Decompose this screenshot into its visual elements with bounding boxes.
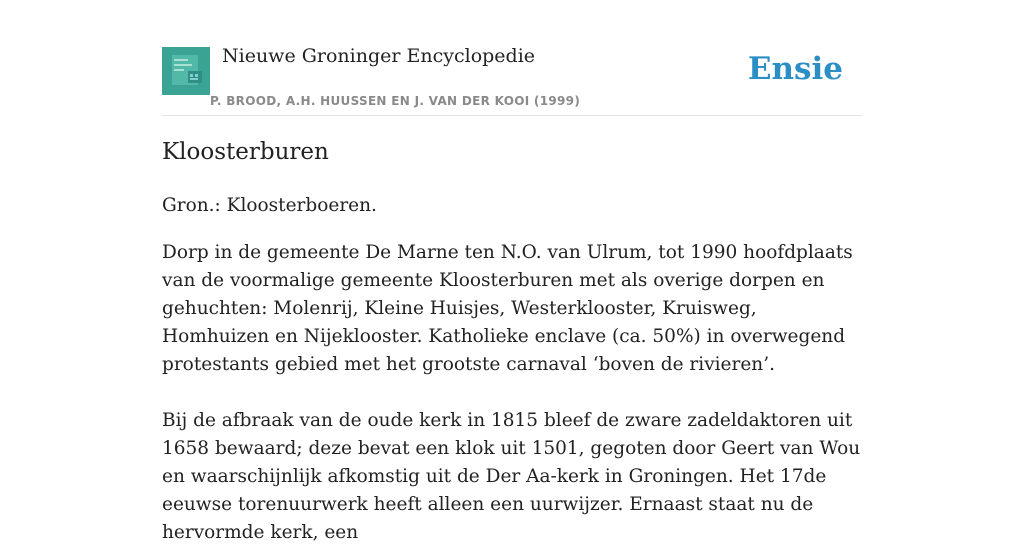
article-paragraph-1: Gron.: Kloosterboeren. — [162, 195, 377, 216]
article-paragraph-2: Dorp in de gemeente De Marne ten N.O. van Ulrum, tot 1990 hoofdplaats van de voormalige gemeente Kloosterburen met als overige dorpen en gehuchten: Molenrij, Kleine Huisjes, Westerklooster, Kruisweg, Homhuizen en Nijeklooster. Katholieke enclave (ca. 50%) in overwegend protestants gebied met het grootste carnaval ‘boven de rivieren’. — [162, 242, 853, 375]
ensie-logo-link[interactable]: Ensie — [747, 51, 843, 87]
source-authors: P. BROOD, A.H. HUUSSEN EN J. VAN DER KOOI (1999) — [210, 94, 581, 108]
book-cover-icon — [162, 47, 210, 95]
content-container — [162, 0, 862, 543]
source-cover-avatar[interactable] — [162, 47, 210, 95]
article-paragraph-3: Bij de afbraak van de oude kerk in 1815 bleef de zware zadeldaktoren uit 1658 bewaard; deze bevat een klok uit 1501, gegoten door Geert van Wou en waarschijnlijk afkomstig uit de Der Aa-kerk in Groningen. Het 17de eeuwse torenuurwerk heeft alleen een uurwijzer. Ernaast staat nu de hervormde kerk, een — [162, 410, 861, 543]
article-title: Kloosterburen — [162, 139, 329, 165]
source-header — [162, 0, 862, 116]
source-title[interactable]: Nieuwe Groninger Encyclopedie — [222, 45, 536, 67]
